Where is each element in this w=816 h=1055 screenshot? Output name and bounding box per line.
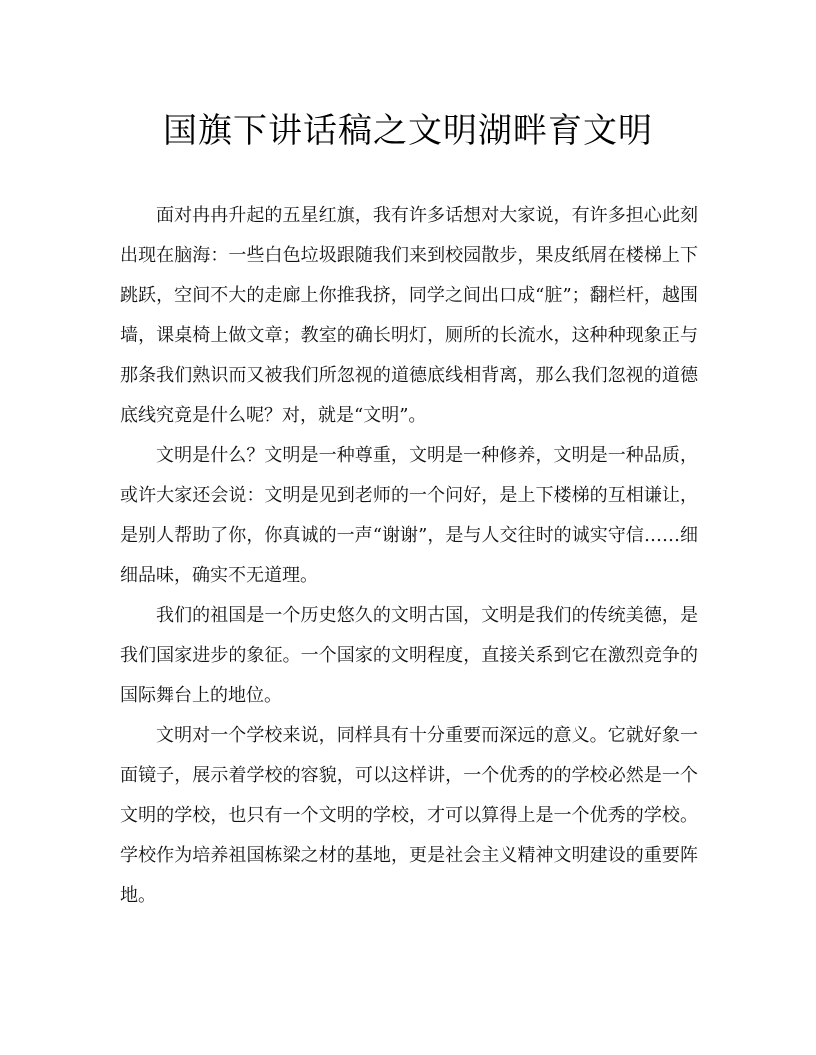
paragraph-2: 文明是什么？文明是一种尊重，文明是一种修养，文明是一种品质，或许大家还会说：文明是见到老师的一个问好，是上下楼梯的互相谦让，是别人帮助了你，你真诚的一声“谢谢”，是与人交往时的诚实守信……细细品味，确实不无道理。 [120, 445, 698, 586]
document-title: 国旗下讲话稿之文明湖畔育文明 [163, 111, 653, 151]
paragraph-1: 面对冉冉升起的五星红旗，我有许多话想对大家说，有许多担心此刻出现在脑海：一些白色垃圾跟随我们来到校园散步，果皮纸屑在楼梯上下跳跃，空间不大的走廊上你推我挤，同学之间出口成“脏”；翻栏杆，越围墙，课桌椅上做文章；教室的确长明灯，厕所的长流水，这种种现象正与那条我们熟识而又被我们所忽视的道德底线相背离，那么我们忽视的道德底线究竟是什么呢？对，就是“文明”。 [120, 205, 698, 426]
paragraph-4: 文明对一个学校来说，同样具有十分重要而深远的意义。它就好象一面镜子，展示着学校的容貌，可以这样讲，一个优秀的的学校必然是一个文明的学校，也只有一个文明的学校，才可以算得上是一个优秀的学校。学校作为培养祖国栋梁之材的基地，更是社会主义精神文明建设的重要阵地。 [120, 725, 698, 906]
paragraph-3: 我们的祖国是一个历史悠久的文明古国，文明是我们的传统美德，是我们国家进步的象征。一个国家的文明程度，直接关系到它在激烈竞争的国际舞台上的地位。 [120, 605, 698, 706]
document-body [120, 196, 698, 916]
